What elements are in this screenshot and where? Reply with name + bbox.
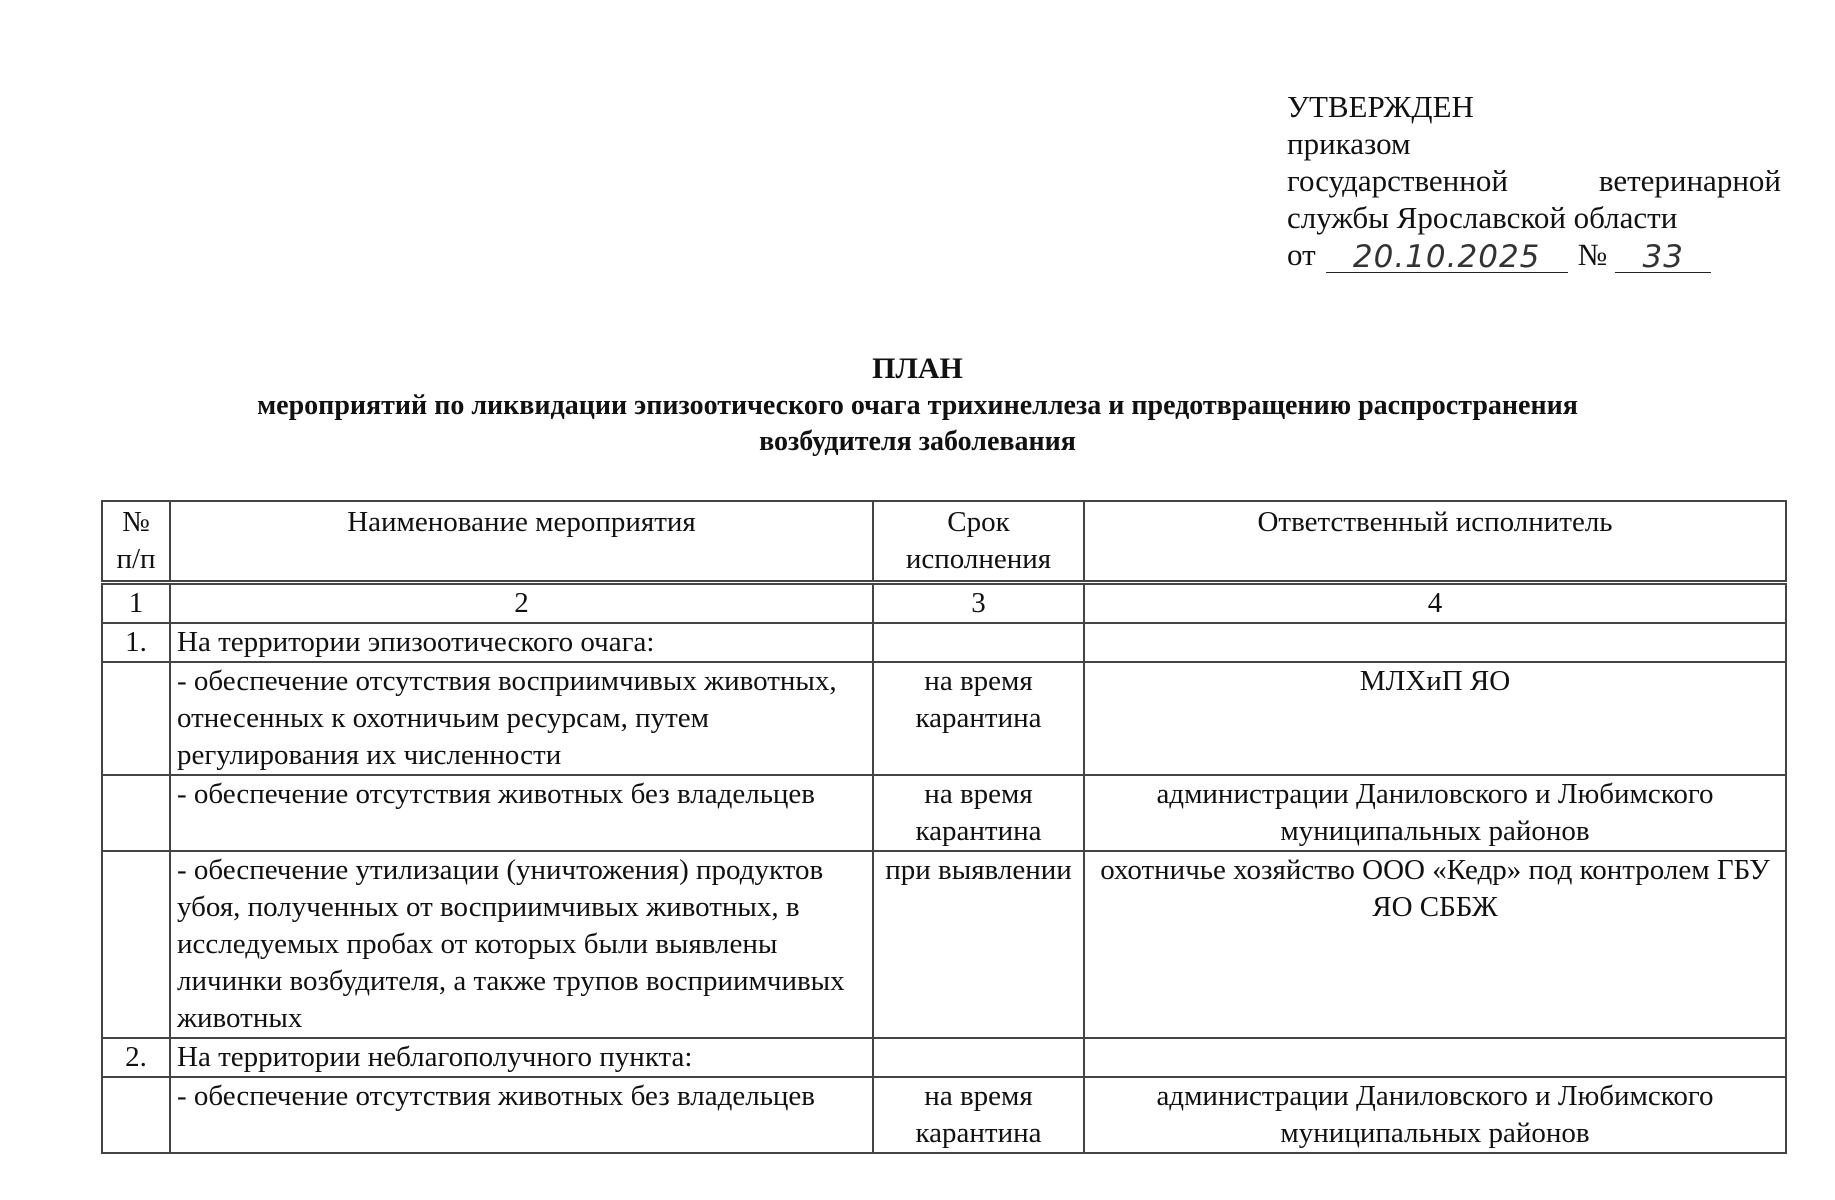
row-activity: - обеспечение отсутствия животных без владельцев: [170, 1077, 873, 1153]
row-activity: - обеспечение утилизации (уничтожения) продуктов убоя, полученных от восприимчивых животных, в исследуемых пробах от которых были выявлены личинки возбудителя, а также трупов восприимчивых животных: [170, 851, 873, 1038]
approval-authority-line2: службы Ярославской области: [1287, 200, 1678, 235]
row-deadline: на время карантина: [873, 662, 1084, 775]
table-row: [102, 1038, 1786, 1077]
header-responsible: Ответственный исполнитель: [1084, 501, 1786, 583]
document-subtitle-line2: возбудителя заболевания: [759, 426, 1076, 457]
approval-from-label: от: [1287, 237, 1316, 272]
handwritten-date: 20.10.2025: [1326, 242, 1568, 273]
approval-date-line: [1287, 236, 1781, 273]
row-deadline: на время карантина: [873, 1077, 1084, 1153]
table-header: [102, 501, 1786, 583]
row-activity: На территории эпизоотического очага:: [170, 623, 873, 662]
row-activity: - обеспечение отсутствия животных без владельцев: [170, 775, 873, 851]
document-title: ПЛАН: [872, 352, 963, 385]
row-number: 2.: [102, 1038, 170, 1077]
table-row: [102, 851, 1786, 1038]
row-number: [102, 1077, 170, 1153]
row-activity: На территории неблагополучного пункта:: [170, 1038, 873, 1077]
header-name: Наименование мероприятия: [170, 501, 873, 583]
row-number: 1.: [102, 623, 170, 662]
header-deadline: Срок исполнения: [873, 501, 1084, 583]
approval-number-label: №: [1577, 237, 1608, 272]
approval-title: УТВЕРЖДЕН: [1287, 89, 1474, 124]
row-deadline: при выявлении: [873, 851, 1084, 1038]
table-row: [102, 623, 1786, 662]
document-subtitle-line1: мероприятий по ликвидации эпизоотического очага трихинеллеза и предотвращению распространения: [257, 390, 1578, 421]
row-number: [102, 851, 170, 1038]
row-number: [102, 662, 170, 775]
row-responsible: администрации Даниловского и Любимского муниципальных районов: [1084, 1077, 1786, 1153]
header-num: № п/п: [102, 501, 170, 583]
row-deadline: [873, 623, 1084, 662]
row-deadline: на время карантина: [873, 775, 1084, 851]
row-responsible: администрации Даниловского и Любимского муниципальных районов: [1084, 775, 1786, 851]
table-body: [102, 583, 1786, 1154]
table-row: [102, 1077, 1786, 1153]
row-number: [102, 775, 170, 851]
column-number: 1: [102, 583, 170, 624]
approval-authority-word2: ветеринарной: [1598, 163, 1781, 198]
column-number: 2: [170, 583, 873, 624]
column-number: 4: [1084, 583, 1786, 624]
approval-authority-word1: государственной: [1287, 163, 1508, 198]
column-number: 3: [873, 583, 1084, 624]
table-row: [102, 775, 1786, 851]
document-title-block: [100, 350, 1735, 460]
column-number-row: [102, 583, 1786, 624]
row-responsible: [1084, 1038, 1786, 1077]
header-row: [102, 501, 1786, 583]
approval-stamp: [1287, 88, 1781, 273]
row-activity: - обеспечение отсутствия восприимчивых животных, отнесенных к охотничьим ресурсам, путем регулирования их численности: [170, 662, 873, 775]
table-row: [102, 662, 1786, 775]
handwritten-number: 33: [1615, 242, 1711, 273]
row-responsible: охотничье хозяйство ООО «Кедр» под контролем ГБУ ЯО СББЖ: [1084, 851, 1786, 1038]
approval-authority-line1: [1287, 162, 1781, 199]
approval-order-label: приказом: [1287, 126, 1411, 161]
plan-table: [101, 500, 1787, 1154]
row-deadline: [873, 1038, 1084, 1077]
row-responsible: [1084, 623, 1786, 662]
row-responsible: МЛХиП ЯО: [1084, 662, 1786, 775]
